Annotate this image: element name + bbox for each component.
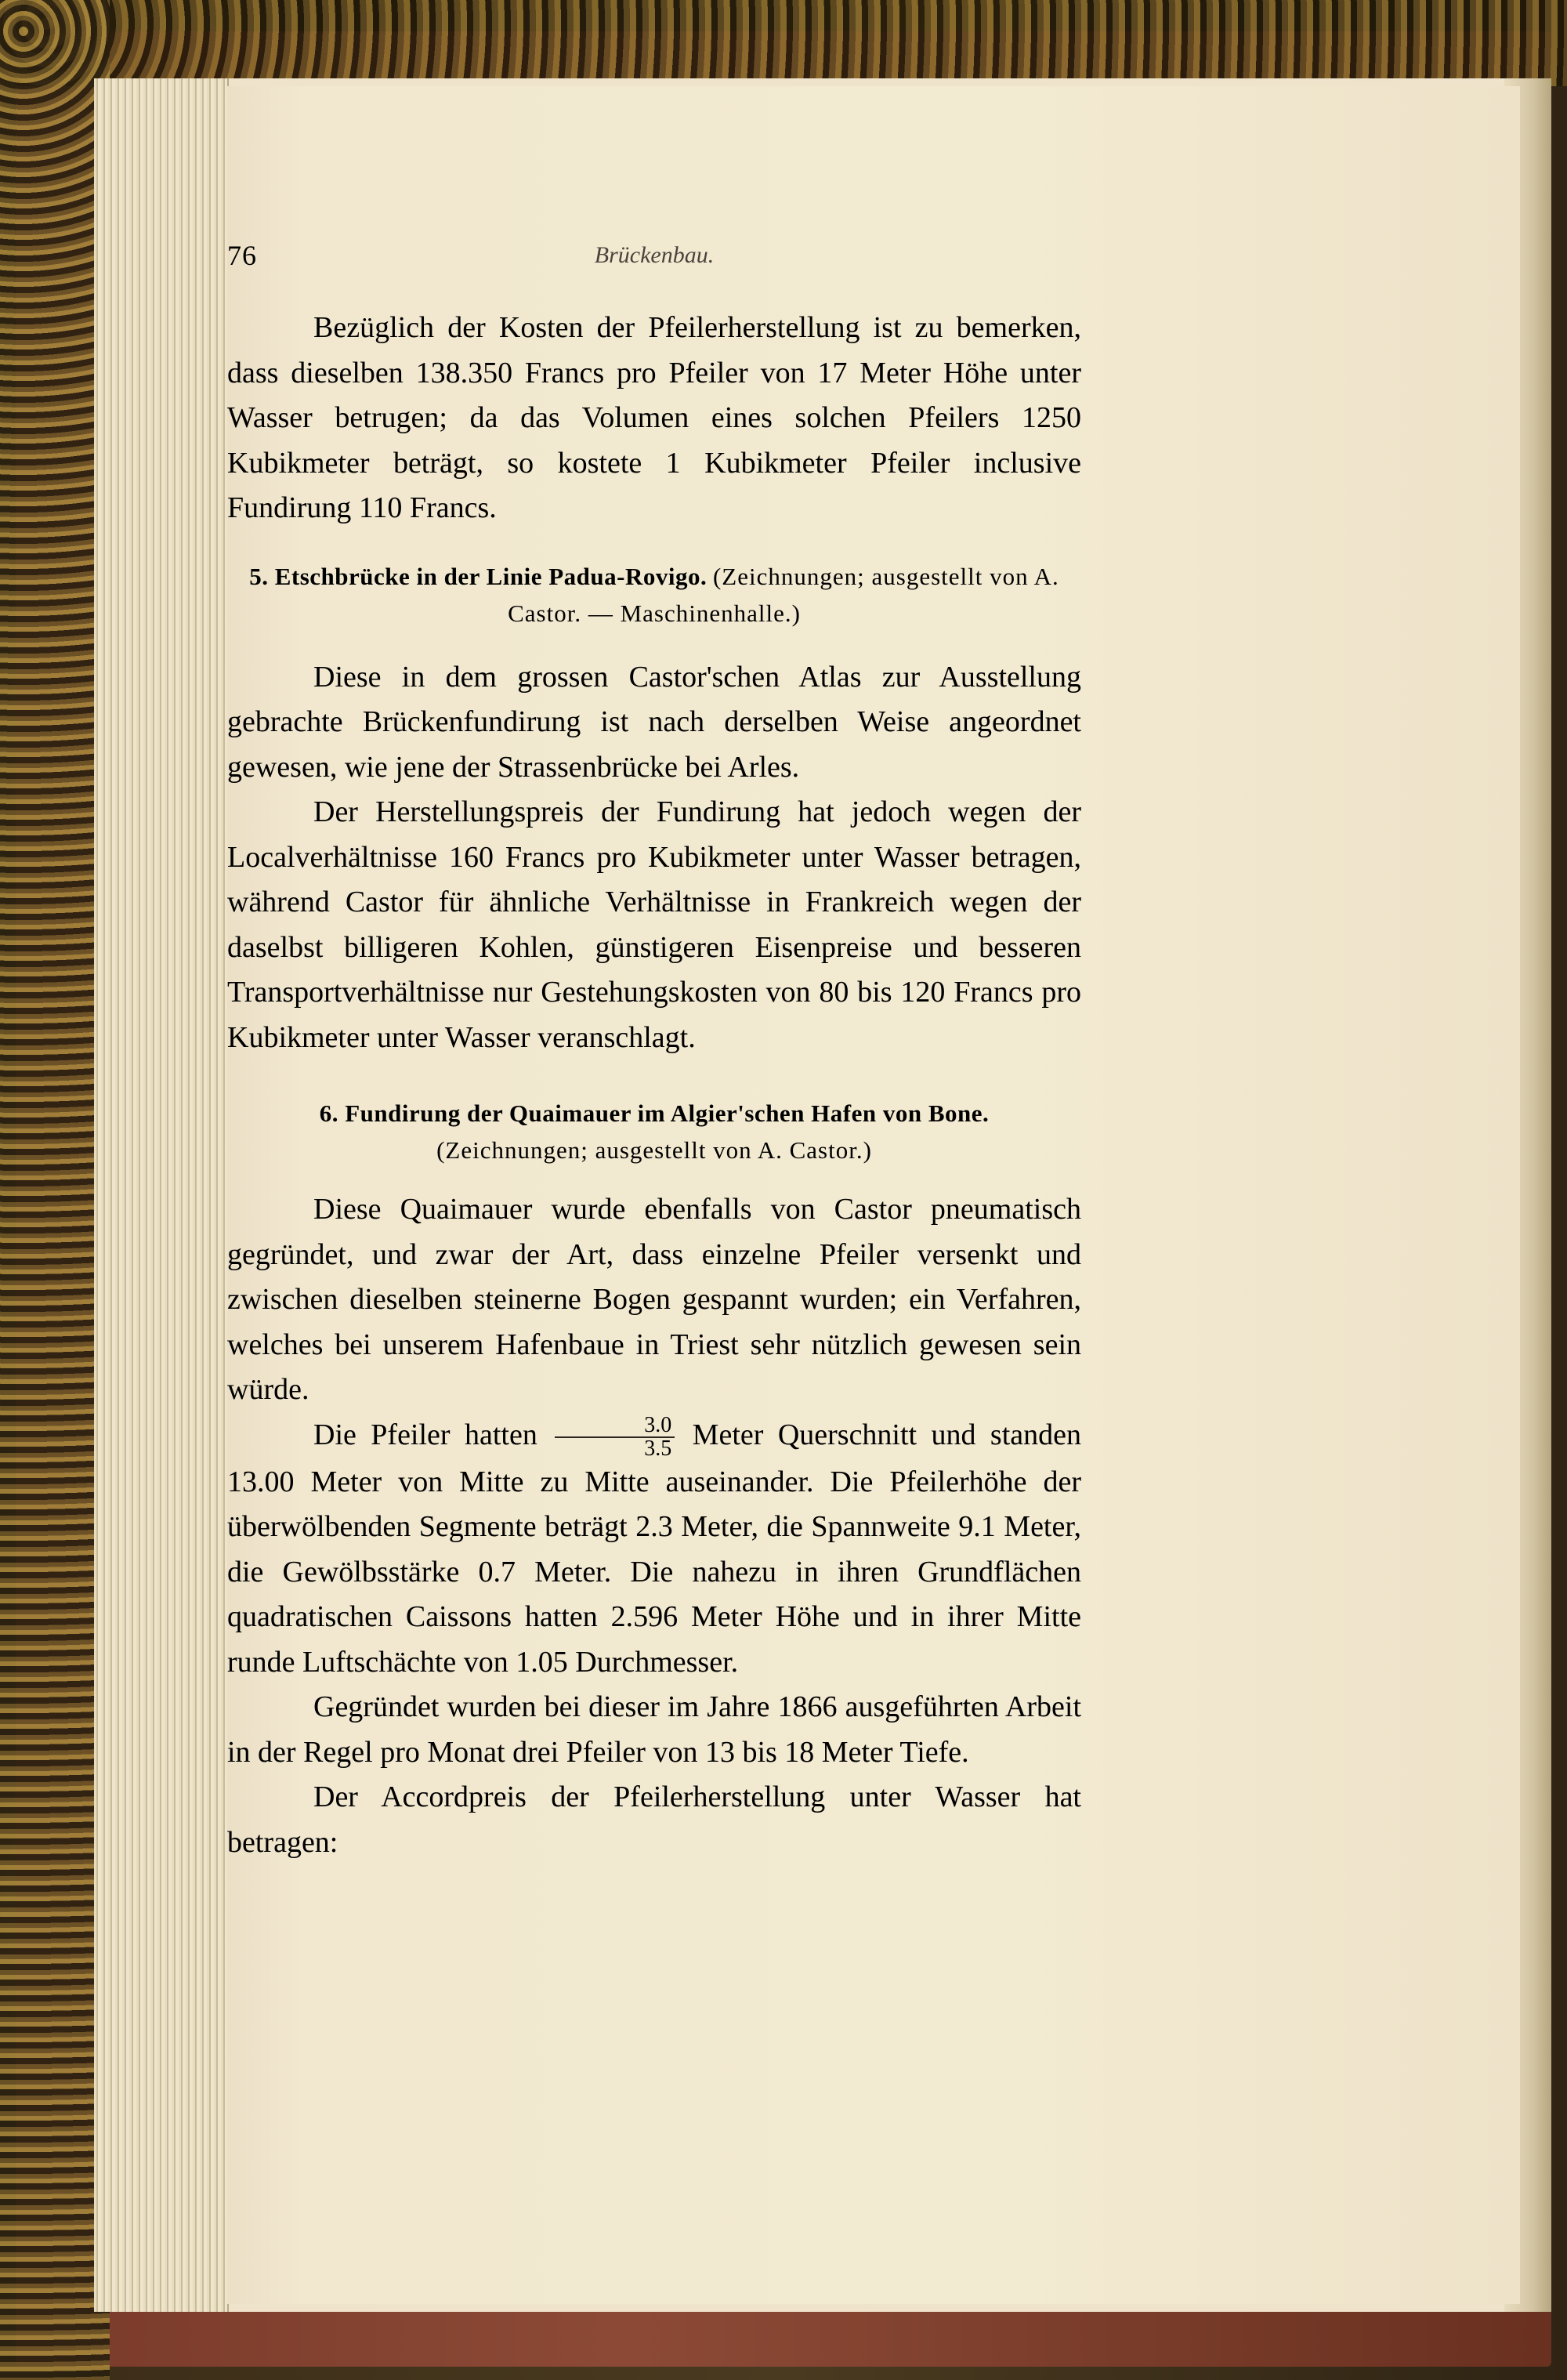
section-6-heading (227, 1095, 1081, 1168)
paragraph-accord-price: Der Accordpreis der Pfeilerherstellung unter Wasser hat betragen: (227, 1780, 1081, 1859)
paragraph-dimensions (227, 1413, 1081, 1686)
paragraph-price: Der Herstellungspreis der Fundirung hat jedoch wegen der Localverhältnisse 160 Francs pro Kubikmeter unter Wasser betragen, während Castor für ähnliche Verhältnisse in Frankreich wegen der daselbst billigeren Kohlen, günstigeren Eisenpreise und besseren Transportverhältnisse nur Gestehungskosten von 80 bis 120 Francs pro Kubikmeter unter Wasser veranschlagt. (227, 795, 1081, 1054)
running-title: Brückenbau. (594, 242, 715, 268)
section-5-note: (Zeichnungen; ausgestellt von A. Castor. — Maschinenhalle.) (508, 562, 1059, 627)
section-5-title: 5. Etschbrücke in der Linie Padua-Rovigo. (249, 562, 708, 590)
paragraph-cost: Bezüglich der Kosten der Pfeilerherstellung ist zu bemerken, dass dieselben 138.350 Francs pro Pfeiler von 17 Meter Höhe unter Wasser betrugen; da das Volumen eines solchen Pfeilers 1250 Kubikmeter beträgt, so kostete 1 Kubikmeter Pfeiler inclusive Fundirung 110 Francs. (227, 311, 1081, 524)
dimensions-text: Meter Querschnitt und standen 13.00 Meter von Mitte zu Mitte auseinander. Die Pfeilerhöhe der überwölbenden Segmente beträgt 2.3 Meter, die Spannweite 9.1 Meter, die Gewölbsstärke 0.7 Meter. Die nahezu in ihren Grundflächen quadratischen Caissons hatten 2.596 Meter Höhe und in ihrer Mitte runde Luftschächte von 1.05 Durchmesser. (227, 1418, 1082, 1679)
cross-section-fraction (555, 1412, 675, 1461)
page-body (227, 306, 1081, 1865)
paragraph-atlas: Diese in dem grossen Castor'schen Atlas zur Ausstellung gebrachte Brückenfundirung ist nach derselben Weise angeordnet gewesen, wie jene der Strassenbrücke bei Arles. (227, 660, 1081, 784)
paragraph-founded: Gegründet wurden bei dieser im Jahre 1866 ausgeführten Arbeit in der Regel pro Monat drei Pfeiler von 13 bis 18 Meter Tiefe. (227, 1690, 1081, 1769)
section-6-title: 6. Fundirung der Quaimauer im Algier'schen Hafen von Bone. (319, 1099, 990, 1127)
page-number: 76 (227, 240, 257, 271)
paragraph-quaimauer: Diese Quaimauer wurde ebenfalls von Castor pneumatisch gegründet, und zwar der Art, dass einzelne Pfeiler versenkt und zwischen dieselben steinerne Bogen gespannt wurden; ein Verfahren, welches bei unserem Hafenbaue in Triest sehr nützlich gewesen sein würde. (227, 1193, 1081, 1406)
stacked-page-edges (94, 78, 229, 2312)
fraction-numerator: 3.0 (555, 1415, 675, 1438)
section-5-heading (227, 558, 1081, 632)
dimensions-intro: Die Pfeiler hatten (313, 1418, 537, 1451)
marbled-top-edge (0, 0, 1567, 86)
marbled-endpaper (0, 0, 110, 2380)
section-6-note: (Zeichnungen; ausgestellt von A. Castor.) (436, 1136, 872, 1164)
fraction-denominator: 3.5 (644, 1436, 672, 1461)
page-header (227, 239, 1081, 286)
